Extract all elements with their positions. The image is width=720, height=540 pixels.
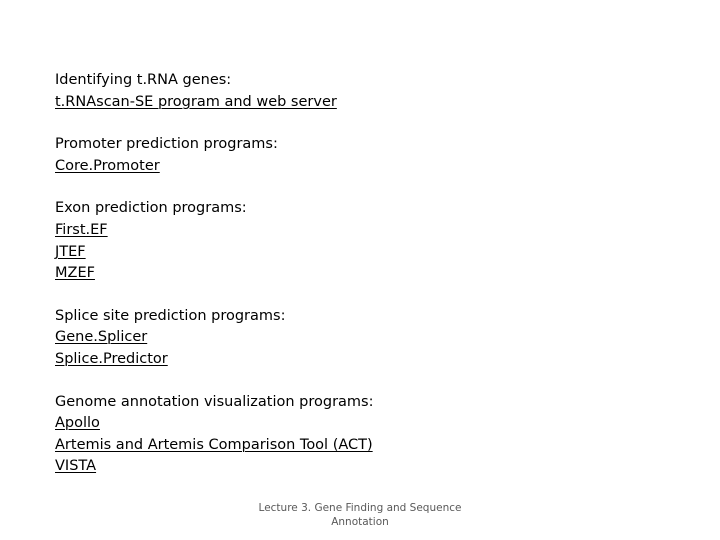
section-heading: Identifying t.RNA genes: bbox=[55, 72, 232, 88]
section-promoter-prediction bbox=[55, 134, 675, 177]
link-firstef[interactable]: First.EF bbox=[55, 221, 108, 238]
slide-content bbox=[55, 70, 675, 499]
footer-line-2: Annotation bbox=[331, 516, 389, 528]
section-heading: Splice site prediction programs: bbox=[55, 307, 286, 324]
section-exon-prediction bbox=[55, 198, 675, 284]
section-heading: Promoter prediction programs: bbox=[55, 136, 278, 153]
link-jtef[interactable]: JTEF bbox=[55, 243, 86, 260]
footer-line-1: Lecture 3. Gene Finding and Sequence bbox=[258, 502, 462, 514]
section-splice-site-prediction bbox=[55, 306, 675, 371]
section-heading: Genome annotation visualization programs: bbox=[55, 393, 374, 410]
link-artemis-act[interactable]: Artemis and Artemis Comparison Tool (ACT) bbox=[55, 436, 373, 453]
slide-footer bbox=[250, 501, 470, 529]
link-mzef[interactable]: MZEF bbox=[55, 265, 95, 282]
link-vista[interactable]: VISTA bbox=[55, 458, 97, 475]
link-corepromoter[interactable]: Core.Promoter bbox=[55, 157, 160, 174]
section-heading: Exon prediction programs: bbox=[55, 200, 247, 217]
section-trna-genes bbox=[55, 70, 675, 113]
link-trnascan-se[interactable]: t.RNAscan-SE program and web server bbox=[55, 93, 337, 110]
link-genesplicer[interactable]: Gene.Splicer bbox=[55, 329, 148, 346]
link-splicepredictor[interactable]: Splice.Predictor bbox=[55, 350, 168, 367]
section-genome-annotation-visualization bbox=[55, 392, 675, 478]
link-apollo[interactable]: Apollo bbox=[55, 415, 100, 432]
